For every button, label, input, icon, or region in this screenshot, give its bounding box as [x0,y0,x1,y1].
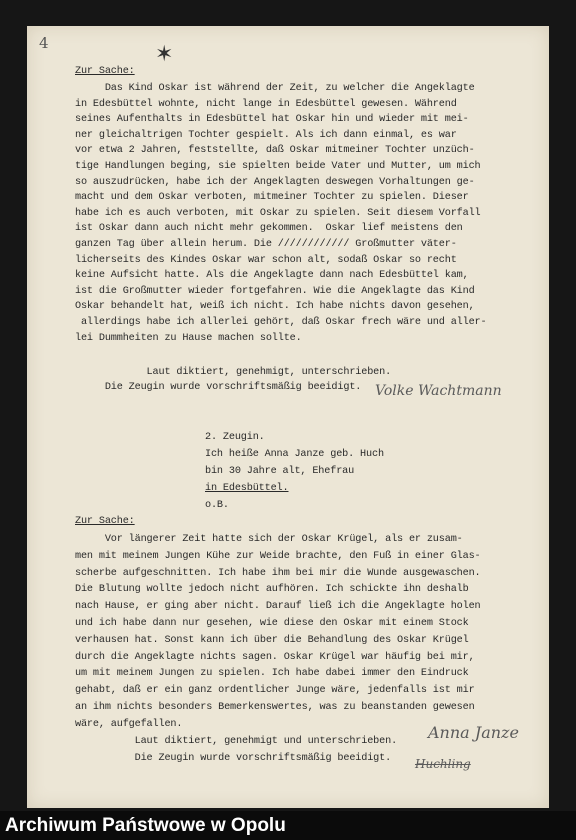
archive-footer [0,811,576,840]
section2-closing-1: Laut diktiert, genehmigt und unterschrieben. [75,736,398,747]
body-line: scherbe aufgeschnitten. Ich habe ihm bei mir die Wunde ausgewaschen. [75,567,481,579]
body-line: durch die Angeklagte nichts sagen. Oskar Krügel war häufig bei mir, [75,651,475,663]
body-line: an ihm nichts besonders Bemerkenswertes, was zu beanstanden gewesen [75,702,475,713]
witness-detail-line: o.B. [205,500,229,511]
body-line: nach Hause, er ging aber nicht. Darauf ließ ich die Angeklagte holen [75,601,481,613]
body-line: ist die Großmutter wieder fortgefahren. Wie die Angeklagte das Kind [75,285,475,297]
section2-closing-2: Die Zeugin wurde vorschriftsmäßig beeidigt. [75,753,392,764]
archive-name: Archiwum Państwowe w Opolu [5,815,286,836]
signature-2: Anna Janze [428,723,519,742]
body-line: Vor längerer Zeit hatte sich der Oskar Krügel, als er zusam- [75,534,463,545]
witness-detail-line: 2. Zeugin. [205,432,265,443]
margin-mark: ✶ [155,42,174,67]
body-line: Oskar behandelt hat, weiß ich nicht. Ich habe nichts davon gesehen, [75,301,475,313]
document-body [27,26,549,808]
body-line: Die Blutung wollte jedoch nicht aufhören. Ich schickte ihn deshalb [75,584,469,596]
body-line: ganzen Tag über allein herum. Die //////////// Großmutter väter- [75,239,457,250]
section1-heading: Zur Sache: [75,66,135,77]
body-line: und ich habe dann nur gesehen, wie diese den Oskar mit einem Stock [75,618,469,629]
body-line: in Edesbüttel wohnte, nicht lange in Edesbüttel gewesen. Während [75,98,457,110]
body-line: ner gleichaltrigen Tochter gespielt. Als ich dann einmal, es war [75,129,457,141]
body-line: verhausen hat. Sonst kann ich über die Behandlung des Oskar Krügel [75,634,469,646]
body-line: licherseits des Kindes Oskar war schon alt, sodaß Oskar so recht [75,254,457,266]
body-line: men mit meinem Jungen Kühe zur Weide brachte, den Fuß in einer Glas- [75,550,481,562]
body-line: tige Handlungen beging, sie spielten beide Vater und Mutter, um mich [75,161,481,172]
body-line: gehabt, daß er ein ganz ordentlicher Junge wäre, jedenfalls ist mir [75,685,475,697]
body-line: Das Kind Oskar ist während der Zeit, zu welcher die Angeklagte [75,83,475,94]
witness-detail-line: bin 30 Jahre alt, Ehefrau [205,466,355,477]
body-line: vor etwa 2 Jahren, feststellte, daß Oskar mitmeiner Tochter unzüch- [75,145,475,157]
body-line: allerdings habe ich allerlei gehört, daß Oskar frech wäre und aller- [75,317,487,328]
body-line: um mit meinem Jungen zu spielen. Ich habe dabei immer den Eindruck [75,668,469,680]
body-line: ist Oskar dann auch nicht mehr gekommen. Oskar lief meistens den [75,223,463,235]
body-line: keine Aufsicht hatte. Als die Angeklagte dann nach Edesbüttel kam, [75,270,469,282]
signature-1: Volke Wachtmann [375,383,502,399]
page-number: 4 [39,34,49,52]
section2-heading: Zur Sache: [75,516,135,527]
body-line: habe ich es auch verboten, mit Oskar zu spielen. Seit diesem Vorfall [75,207,481,219]
body-line: lei Dummheiten zu Hause machen sollte. [75,332,302,344]
body-line: seines Aufenthalts in Edesbüttel hat Oskar hin und wieder mit mei- [75,114,469,126]
witness-detail-line: in Edesbüttel. [205,483,289,494]
section1-closing-2: Die Zeugin wurde vorschriftsmäßig beeidigt. [75,382,362,393]
body-line: wäre, aufgefallen. [75,718,183,730]
document-page [27,26,549,808]
body-line: macht und dem Oskar verboten, mitmeiner Tochter zu spielen. Dieser [75,192,469,204]
struck-signature: Huchling [415,757,471,771]
section1-closing-1: Laut diktiert, genehmigt, unterschrieben. [75,367,392,378]
witness-detail-line: Ich heiße Anna Janze geb. Huch [205,449,384,460]
body-line: so auszudrücken, habe ich der Angeklagten deswegen Vorhaltungen ge- [75,176,475,188]
